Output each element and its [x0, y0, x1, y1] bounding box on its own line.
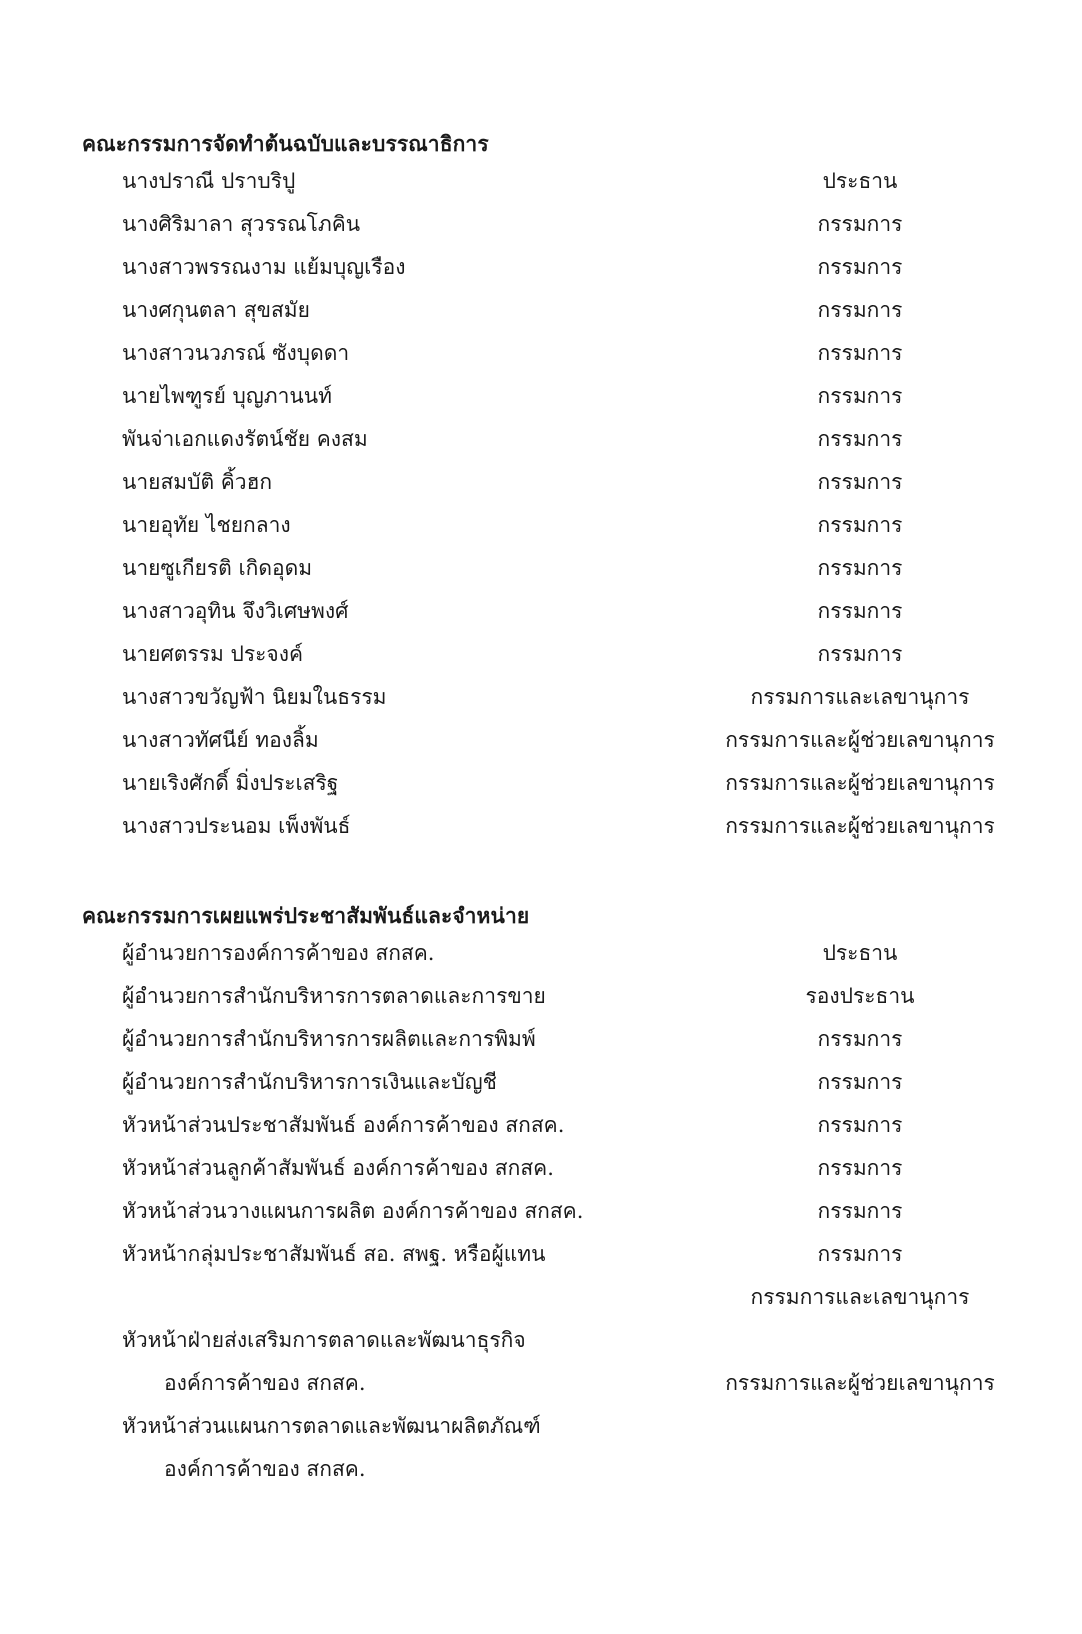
member-row [0, 633, 1082, 676]
member-name: หัวหน้าส่วนประชาสัมพันธ์ องค์การค้าของ สกสค. [122, 1113, 565, 1137]
member-row [0, 547, 1082, 590]
member-name: หัวหน้ากลุ่มประชาสัมพันธ์ สอ. สพฐ. หรือผู้แทน [122, 1242, 546, 1266]
member-role: กรรมการ [817, 470, 903, 494]
member-role: กรรมการ [817, 255, 903, 279]
member-row [0, 418, 1082, 461]
member-role: กรรมการและเลขานุการ [750, 1285, 970, 1309]
member-row [0, 160, 1082, 203]
member-role: รองประธาน [805, 984, 915, 1008]
member-name-continuation: องค์การค้าของ สกสค. [164, 1371, 366, 1395]
member-row [0, 461, 1082, 504]
member-row [0, 762, 1082, 805]
member-row [0, 1104, 1082, 1147]
member-role: กรรมการ [817, 298, 903, 322]
member-role: ประธาน [822, 941, 898, 965]
member-name: หัวหน้าฝ่ายส่งเสริมการตลาดและพัฒนาธุรกิจ [122, 1328, 526, 1352]
member-row [0, 289, 1082, 332]
member-row [0, 1233, 1082, 1276]
member-name: นายซูเกียรติ เกิดอุดม [122, 556, 313, 580]
member-name: ผู้อำนวยการองค์การค้าของ สกสค. [122, 941, 435, 965]
member-name: นางสาวขวัญฟ้า นิยมในธรรม [122, 685, 387, 709]
member-role: กรรมการและผู้ช่วยเลขานุการ [725, 1371, 995, 1395]
member-role: กรรมการ [817, 642, 903, 666]
member-row [0, 676, 1082, 719]
member-row [0, 1061, 1082, 1104]
member-role: กรรมการ [817, 1199, 903, 1223]
member-row [0, 203, 1082, 246]
member-row [0, 504, 1082, 547]
member-name: นางสาวประนอม เพ็งพันธ์ [122, 814, 351, 838]
member-role: กรรมการและผู้ช่วยเลขานุการ [725, 814, 995, 838]
member-role: กรรมการ [817, 1156, 903, 1180]
member-role: กรรมการ [817, 513, 903, 537]
member-role: กรรมการ [817, 1070, 903, 1094]
member-row [0, 1018, 1082, 1061]
member-name: นางสาวพรรณงาม แย้มบุญเรือง [122, 255, 406, 279]
member-name: นางสาวทัศนีย์ ทองลิ้ม [122, 728, 319, 752]
member-role: กรรมการ [817, 427, 903, 451]
member-role: กรรมการ [817, 599, 903, 623]
section-title: คณะกรรมการจัดทำต้นฉบับและบรรณาธิการ [82, 131, 489, 156]
member-role: กรรมการและเลขานุการ [750, 685, 970, 709]
member-row [0, 246, 1082, 289]
member-name: ผู้อำนวยการสำนักบริหารการผลิตและการพิมพ์ [122, 1027, 536, 1051]
member-name: พันจ่าเอกแดงรัตน์ชัย คงสม [122, 427, 368, 451]
section-publicity-distribution-committee [0, 900, 1082, 1481]
member-role: กรรมการ [817, 212, 903, 236]
member-role: กรรมการและผู้ช่วยเลขานุการ [725, 728, 995, 752]
member-name-continuation: องค์การค้าของ สกสค. [164, 1457, 366, 1481]
member-name-block [122, 1362, 682, 1534]
member-list [0, 160, 1082, 848]
member-name: นางสาวนวภรณ์ ซังบุดดา [122, 341, 350, 365]
member-row [0, 805, 1082, 848]
member-row [0, 975, 1082, 1018]
section-title: คณะกรรมการเผยแพร่ประชาสัมพันธ์และจำหน่าย [82, 903, 530, 928]
member-name: นางปราณี ปราบริปู [122, 169, 296, 193]
member-name: นายอุทัย ไชยกลาง [122, 513, 291, 537]
member-name: หัวหน้าส่วนลูกค้าสัมพันธ์ องค์การค้าของ สกสค. [122, 1156, 554, 1180]
member-row [0, 1147, 1082, 1190]
member-role: กรรมการ [817, 341, 903, 365]
member-name: นางศิริมาลา สุวรรณโภคิน [122, 212, 361, 236]
member-row [0, 332, 1082, 375]
member-name: นายศตรรม ประจงค์ [122, 642, 303, 666]
member-name: นายเริงศักดิ์ มิ่งประเสริฐ [122, 771, 339, 795]
member-role: กรรมการและผู้ช่วยเลขานุการ [725, 771, 995, 795]
member-role: กรรมการ [817, 384, 903, 408]
member-name: นายไพฑูรย์ บุญภานนท์ [122, 384, 332, 408]
member-name: หัวหน้าส่วนแผนการตลาดและพัฒนาผลิตภัณฑ์ [122, 1414, 541, 1438]
member-name: นางสาวอุทิน จึงวิเศษพงศ์ [122, 599, 349, 623]
member-row [0, 1362, 1082, 1481]
member-row [0, 932, 1082, 975]
member-row [0, 375, 1082, 418]
section-drafting-editorial-committee [0, 128, 1082, 848]
member-name: หัวหน้าส่วนวางแผนการผลิต องค์การค้าของ สกสค. [122, 1199, 584, 1223]
member-name: นางศกุนตลา สุขสมัย [122, 298, 310, 322]
member-row [0, 719, 1082, 762]
member-role: ประธาน [822, 169, 898, 193]
member-row [0, 1190, 1082, 1233]
member-row [0, 590, 1082, 633]
member-list [0, 932, 1082, 1481]
member-role: กรรมการ [817, 1027, 903, 1051]
member-name: ผู้อำนวยการสำนักบริหารการเงินและบัญชี [122, 1070, 497, 1094]
member-name: ผู้อำนวยการสำนักบริหารการตลาดและการขาย [122, 984, 546, 1008]
member-role: กรรมการ [817, 1113, 903, 1137]
member-role: กรรมการ [817, 1242, 903, 1266]
member-role: กรรมการ [817, 556, 903, 580]
member-name: นายสมบัติ คิ้วฮก [122, 470, 273, 494]
